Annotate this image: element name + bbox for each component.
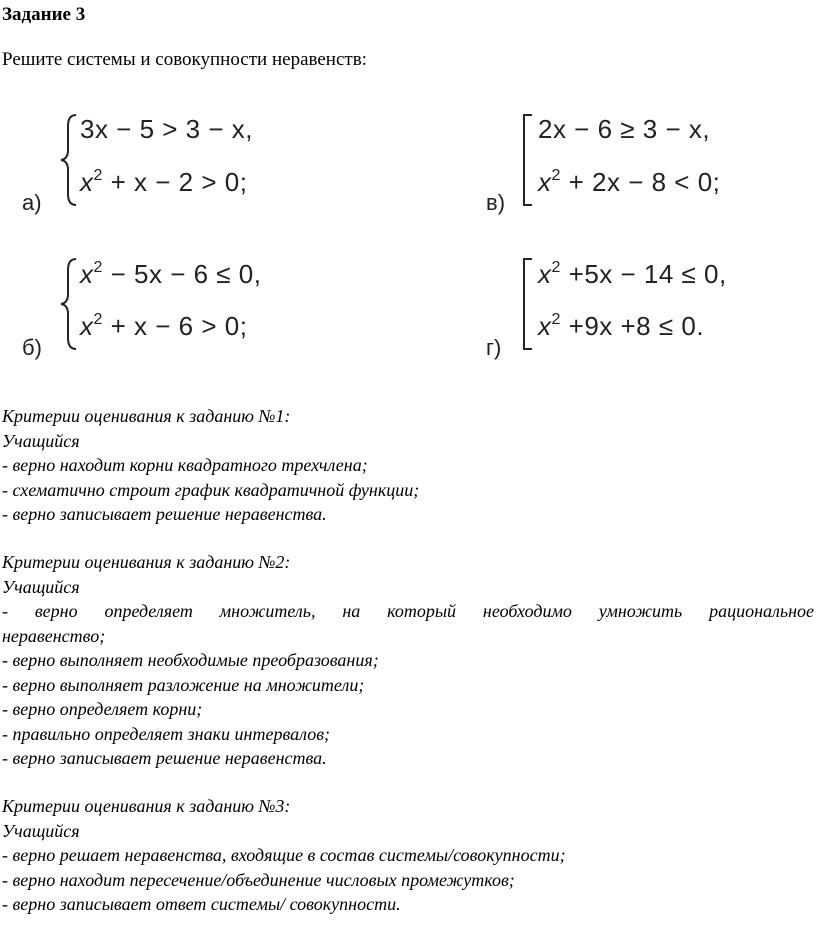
problem-b-line-1: $x^2 - 5x - 6 \le 0$, — [80, 259, 262, 289]
problem-g-line-2: $x^2 +9x +8 \le 0$. — [538, 311, 705, 341]
problem-b-line-2: $x^2 + x - 6 > 0$; — [80, 311, 248, 341]
collection-bracket-v — [520, 112, 534, 208]
criteria-item: - верно определяет корни; — [2, 699, 203, 719]
system-brace-b — [58, 256, 80, 352]
problem-g-label: г) — [486, 335, 502, 360]
problem-b-label: б) — [22, 335, 42, 360]
problem-g-line-1: $x^2 +5x - 14 \le 0$, — [538, 259, 727, 289]
criteria-item: - правильно определяет знаки интервалов; — [2, 723, 331, 744]
criteria-item: - верно записывает ответ системы/ совокупности. — [2, 894, 401, 914]
criteria-subject: Учащийся — [2, 430, 80, 451]
criteria-item: - верно решает неравенства, входящие в состав системы/совокупности; — [2, 845, 566, 865]
problem-v-label: в) — [486, 190, 506, 215]
collection-bracket-g — [520, 256, 534, 352]
criteria-item: - верно выполняет необходимые преобразования; — [2, 650, 379, 670]
criteria-block-2 — [2, 550, 814, 771]
criteria-block-3 — [2, 794, 566, 917]
criteria-item: - верно записывает решение неравенства. — [2, 748, 327, 768]
criteria-subject: Учащийся — [2, 576, 80, 597]
criteria-heading: Критерии оценивания к заданию №1: — [2, 406, 291, 426]
problem-a-line-1: 3x − 5 > 3 − x, — [80, 114, 253, 144]
task-intro: Решите системы и совокупности неравенств: — [2, 49, 367, 70]
criteria-item: - верно определяет множитель, на который необходимо умножить рациональное — [2, 601, 814, 621]
criteria-item: - схематично строит график квадратичной функции; — [2, 479, 420, 500]
criteria-heading: Критерии оценивания к заданию №3: — [2, 796, 291, 816]
criteria-item: - верно выполняет разложение на множители; — [2, 674, 365, 695]
criteria-item: - верно находит пересечение/объединение числовых промежутков; — [2, 869, 515, 890]
task-title: Задание 3 — [2, 4, 86, 25]
criteria-block-1 — [2, 404, 419, 527]
criteria-subject: Учащийся — [2, 820, 80, 841]
problem-v-line-1: 2x − 6 ≥ 3 − x, — [538, 114, 711, 144]
problem-a-line-2: $x^2 + x - 2 > 0$; — [80, 167, 248, 197]
criteria-item: - верно находит корни квадратного трехчлена; — [2, 455, 368, 475]
problem-a-label: а) — [22, 190, 42, 215]
criteria-item-continuation: неравенство; — [2, 625, 106, 646]
problem-v-line-2: $x^2 + 2x - 8 < 0$; — [538, 167, 721, 197]
system-brace-a — [58, 112, 80, 208]
criteria-item: - верно записывает решение неравенства. — [2, 504, 327, 524]
criteria-heading: Критерии оценивания к заданию №2: — [2, 552, 291, 572]
